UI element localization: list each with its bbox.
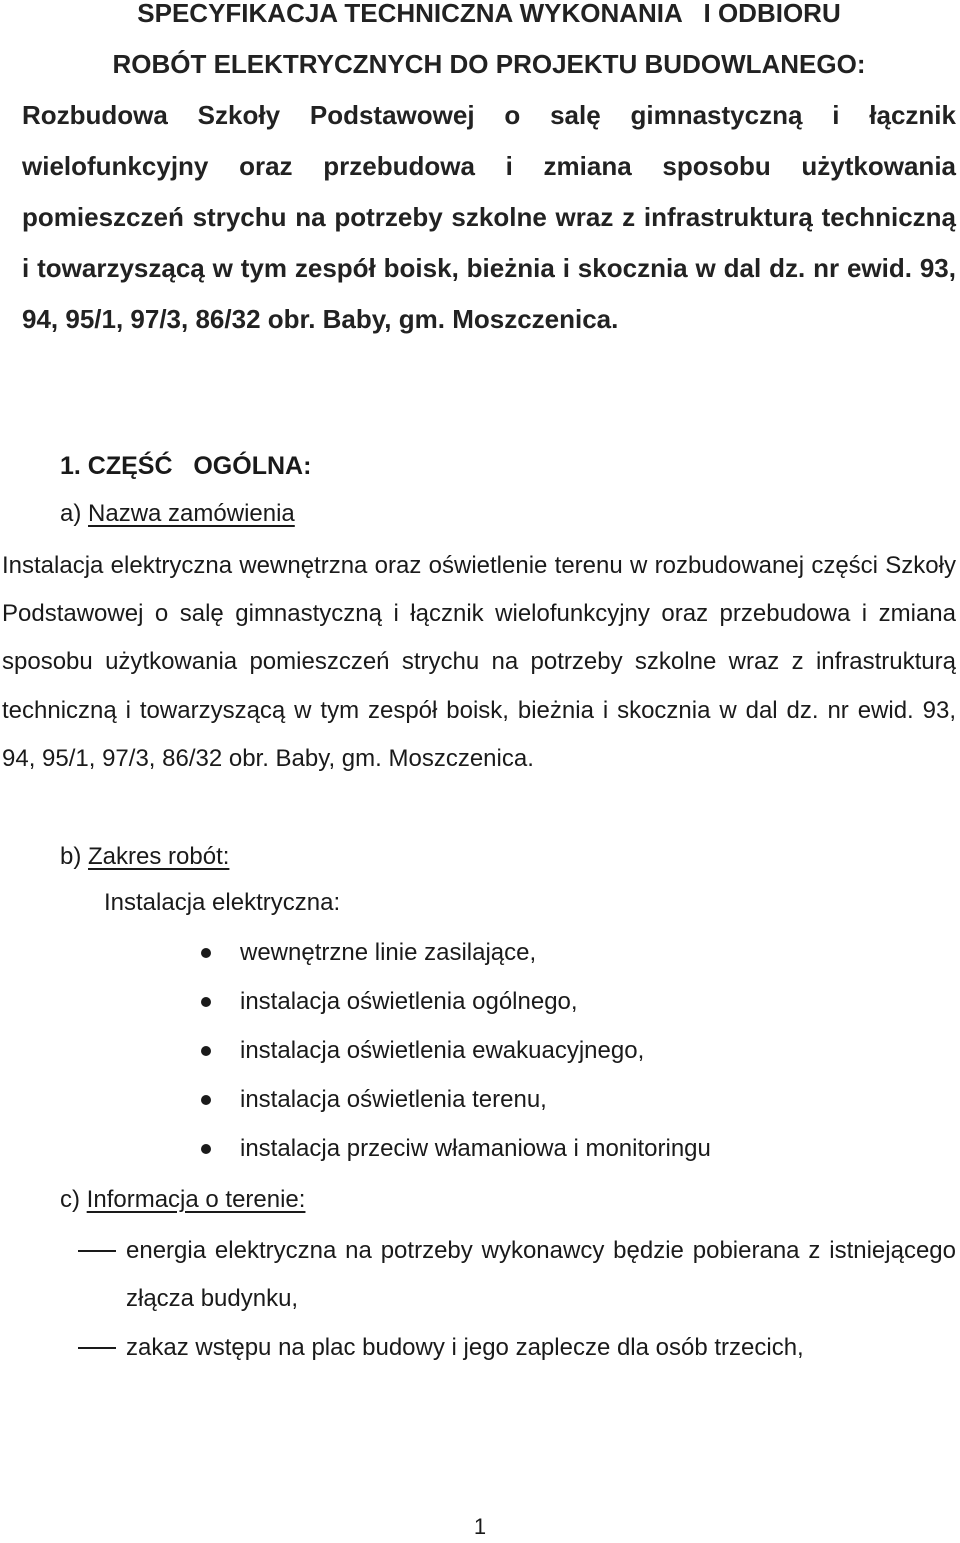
bullet-icon	[201, 1095, 211, 1105]
bullet-icon	[201, 948, 211, 958]
dash-icon	[78, 1347, 116, 1349]
list-item: instalacja oświetlenia ogólnego,	[0, 982, 711, 1031]
subsection-a-title: Nazwa zamówienia	[88, 500, 295, 527]
document-title	[22, 0, 956, 345]
page-number: 1	[473, 1514, 487, 1539]
list-item: energia elektryczna na potrzeby wykonawcy będzie pobierana z istniejącego złącza budynku,	[0, 1227, 956, 1323]
scope-list	[0, 933, 711, 1178]
section-heading: 1. CZĘŚĆ OGÓLNA:	[60, 452, 312, 480]
subsection-b-heading	[60, 837, 229, 877]
title-line-1: SPECYFIKACJA TECHNICZNA WYKONANIA I ODBIORU	[137, 0, 841, 28]
subsection-c-title: Informacja o terenie:	[86, 1186, 306, 1213]
bullet-icon	[201, 1046, 211, 1056]
bullet-icon	[201, 1144, 211, 1154]
subsection-c-marker: c)	[60, 1186, 80, 1213]
subsection-a-heading	[60, 494, 295, 534]
list-item: instalacja oświetlenia ewakuacyjnego,	[0, 1031, 711, 1080]
subsection-c-heading	[60, 1180, 305, 1220]
subsection-a-text: Instalacja elektryczna wewnętrzna oraz oświetlenie terenu w rozbudowanej części Szkoły Podstawowej o salę gimnastyczną i łącznik wielofunkcyjny oraz przebudowa i zmiana sposobu użytkowania pomieszczeń strychu na potrzeby szkolne wraz z infrastrukturą techniczną i towarzyszącą w tym zespół boisk, bieżnia i skocznia w dal dz. nr ewid. 93, 94, 95/1, 97/3, 86/32 obr. Baby, gm. Moszczenica.	[2, 552, 956, 772]
list-item: instalacja oświetlenia terenu,	[0, 1080, 711, 1129]
list-item: instalacja przeciw włamaniowa i monitoringu	[0, 1129, 711, 1178]
subsection-b-title: Zakres robót:	[88, 843, 230, 870]
subsection-a-marker: a)	[60, 500, 82, 527]
title-line-2: ROBÓT ELEKTRYCZNYCH DO PROJEKTU BUDOWLANEGO:	[112, 49, 866, 79]
subsection-b-intro: Instalacja elektryczna:	[104, 889, 341, 916]
list-item: wewnętrzne linie zasilające,	[0, 933, 711, 982]
title-body: Rozbudowa Szkoły Podstawowej o salę gimnastyczną i łącznik wielofunkcyjny oraz przebudowa i zmiana sposobu użytkowania pomieszczeń strychu na potrzeby szkolne wraz z infrastrukturą techniczną i towarzyszącą w tym zespół boisk, bieżnia i skocznia w dal dz. nr ewid. 93, 94, 95/1, 97/3, 86/32 obr. Baby, gm. Moszczenica.	[22, 100, 956, 334]
bullet-icon	[201, 997, 211, 1007]
list-item: zakaz wstępu na plac budowy i jego zaplecze dla osób trzecich,	[0, 1324, 956, 1372]
subsection-b-marker: b)	[60, 843, 82, 870]
dash-icon	[78, 1250, 116, 1252]
site-info-list	[0, 1227, 956, 1373]
